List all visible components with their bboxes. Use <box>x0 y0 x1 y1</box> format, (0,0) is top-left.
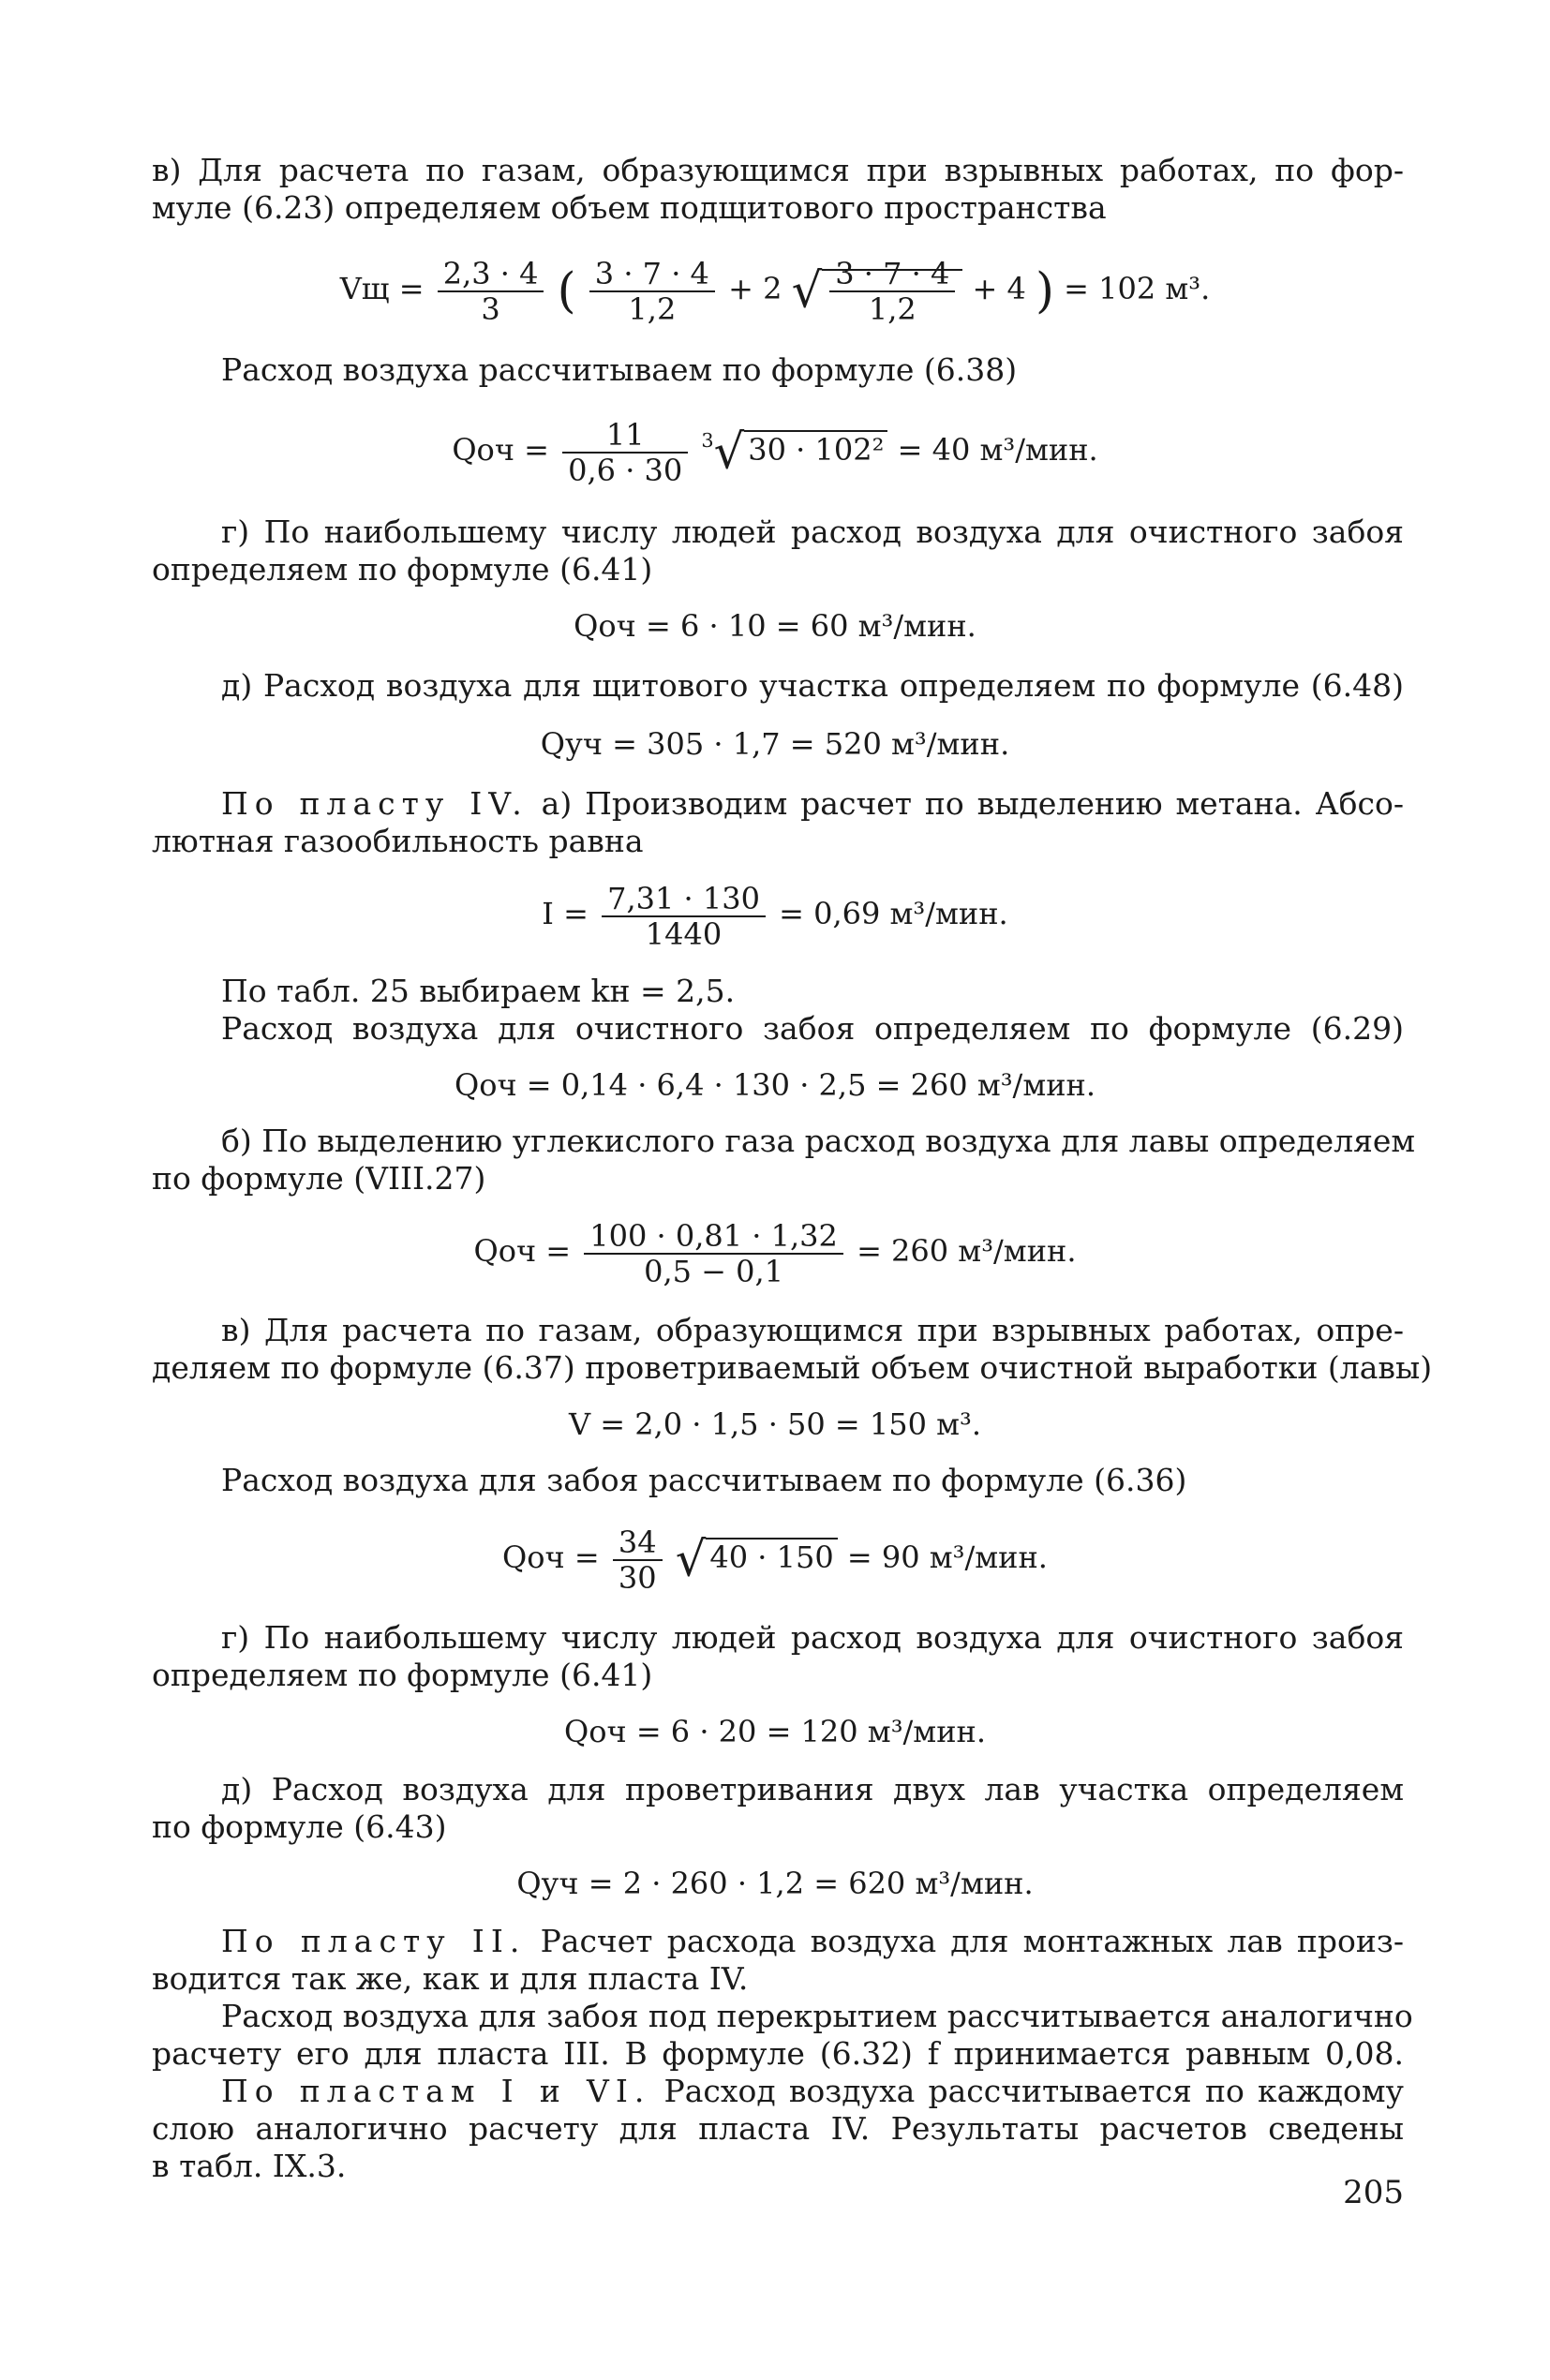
right-paren: ) <box>1036 262 1054 320</box>
text-line: Расход воздуха для очистного забоя определяем по формуле (6.29) <box>221 1010 1404 1047</box>
text-line: определяем по формуле (6.41) <box>152 551 653 588</box>
text-line: Расход воздуха для забоя под перекрытием рассчитывается аналогично <box>221 1998 1413 2034</box>
numerator: 3 · 7 · 4 <box>589 257 715 292</box>
text-line <box>221 785 1404 823</box>
fraction <box>562 418 688 487</box>
root-index: 3 <box>701 429 714 453</box>
text-line: расчету его для пласта III. В формуле (6.32) f принимается равным 0,08. <box>152 2035 1404 2072</box>
text-line: Расход воздуха для забоя рассчитываем по формуле (6.36) <box>221 1462 1187 1498</box>
text-line: Расход воздуха рассчитываем по формуле (6.38) <box>221 351 1018 388</box>
denominator: 3 <box>481 290 500 327</box>
sqrt-icon: √ <box>675 1531 707 1588</box>
text-line: муле (6.23) определяем объем подщитового пространства <box>152 189 1107 226</box>
page-number: 205 <box>1343 2174 1404 2211</box>
section-lead: По пласту II. <box>221 1923 527 1959</box>
fraction <box>438 257 544 326</box>
numerator: 11 <box>562 418 688 454</box>
denominator: 1440 <box>645 915 723 952</box>
denominator: 1,2 <box>868 290 917 327</box>
formula: Qуч = 305 · 1,7 = 520 м³/мин. <box>540 726 1010 762</box>
text-line: водится так же, как и для пласта IV. <box>152 1960 749 1997</box>
text-run: Расход воздуха рассчитывается по каждому <box>663 2073 1404 2109</box>
text-line: слою аналогично расчету для пласта IV. Результаты расчетов сведены <box>152 2110 1404 2147</box>
text-run: Расчет расхода воздуха для монтажных лав произ- <box>540 1923 1404 1959</box>
fraction <box>589 257 715 326</box>
formula: V = 2,0 · 1,5 · 50 = 150 м³. <box>568 1406 982 1442</box>
formula-rhs: = 102 м³. <box>1064 271 1211 306</box>
formula-lhs: Qоч = <box>452 432 549 468</box>
text-run: а) Производим расчет по выделению метана. Абсо- <box>541 785 1404 822</box>
text-line: деляем по формуле (6.37) проветриваемый объем очистной выработки (лавы) <box>152 1349 1433 1386</box>
numerator: 3 · 7 · 4 <box>829 257 955 292</box>
formula: Qуч = 2 · 260 · 1,2 = 620 м³/мин. <box>516 1866 1034 1901</box>
formula: Qоч = 6 · 20 = 120 м³/мин. <box>563 1714 987 1749</box>
formula-rhs: = 40 м³/мин. <box>897 432 1098 468</box>
formula-gas-emission <box>0 876 1550 951</box>
formula-rhs: = 260 м³/мин. <box>857 1233 1077 1269</box>
formula: Qоч = 6 · 10 = 60 м³/мин. <box>574 608 976 644</box>
plus-term: + 4 <box>972 271 1026 306</box>
plus-term: + 2 <box>728 271 782 306</box>
text-line: определяем по формуле (6.41) <box>152 1657 653 1693</box>
cube-root-icon: √ <box>713 424 745 481</box>
denominator: 1,2 <box>628 290 677 327</box>
text-line: г) По наибольшему числу людей расход воздуха для очистного забоя <box>221 1619 1404 1656</box>
numerator: 7,31 · 130 <box>602 882 766 917</box>
formula-air-flow-blast <box>0 412 1550 487</box>
section-lead: По пласту IV. <box>221 785 529 822</box>
text-line: По табл. 25 выбираем kн = 2,5. <box>221 973 736 1009</box>
formula-rhs: = 0,69 м³/мин. <box>779 896 1008 931</box>
text-line: в) Для расчета по газам, образующимся при взрывных работах, опре- <box>221 1312 1404 1348</box>
formula-lhs: Qоч = <box>473 1233 572 1269</box>
text-line: лютная газообильность равна <box>152 823 644 859</box>
fraction <box>584 1219 843 1288</box>
formula-lhs: I = <box>542 896 589 931</box>
sqrt-icon: √ <box>791 262 823 320</box>
text-line: б) По выделению углекислого газа расход воздуха для лавы определяем <box>221 1123 1416 1159</box>
formula-air-volume <box>0 251 1550 326</box>
formula-co2 <box>0 1213 1550 1288</box>
radicand: 40 · 150 <box>706 1538 837 1575</box>
radicand: 30 · 102² <box>744 430 887 468</box>
section-lead: По пластам I и VI. <box>221 2073 651 2109</box>
denominator: 30 <box>618 1559 657 1596</box>
formula-rhs: = 90 м³/мин. <box>846 1540 1048 1575</box>
text-line: г) По наибольшему числу людей расход воздуха для очистного забоя <box>221 513 1404 550</box>
fraction <box>602 882 766 951</box>
text-line: д) Расход воздуха для щитового участка определяем по формуле (6.48) <box>221 667 1404 704</box>
formula: Qоч = 0,14 · 6,4 · 130 · 2,5 = 260 м³/мин. <box>454 1067 1096 1103</box>
formula-lhs: Vщ = <box>339 271 425 306</box>
left-paren: ( <box>557 262 576 320</box>
text-line: в) Для расчета по газам, образующимся при взрывных работах, по фор- <box>152 152 1404 188</box>
denominator: 0,5 − 0,1 <box>644 1253 784 1289</box>
text-line: по формуле (6.43) <box>152 1808 447 1845</box>
formula-air-face <box>0 1520 1550 1595</box>
formula-lhs: Qоч = <box>502 1540 600 1575</box>
numerator: 34 <box>613 1525 663 1561</box>
text-line: д) Расход воздуха для проветривания двух лав участка определяем <box>221 1771 1404 1807</box>
radical <box>822 255 962 327</box>
text-line <box>221 2073 1404 2110</box>
numerator: 100 · 0,81 · 1,32 <box>584 1219 843 1255</box>
text-line: по формуле (VIII.27) <box>152 1160 486 1197</box>
text-line: в табл. IX.3. <box>152 2148 347 2184</box>
numerator: 2,3 · 4 <box>438 257 544 292</box>
text-line <box>221 1923 1404 1960</box>
fraction <box>613 1525 663 1595</box>
fraction <box>829 257 955 326</box>
denominator: 0,6 · 30 <box>568 452 683 488</box>
